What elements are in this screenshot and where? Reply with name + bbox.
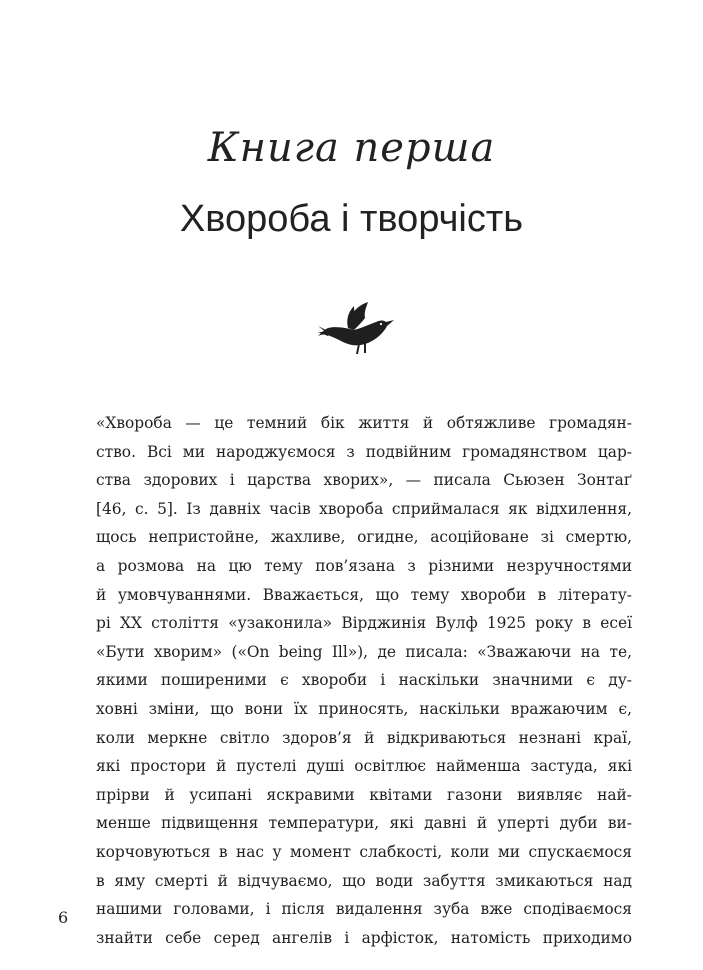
text-line: які простори й пустелі душі освітлює найменша застуда, які (96, 757, 632, 776)
text-line: й умовчуваннями. Вважається, що тему хвороби в літерату- (96, 585, 632, 604)
text-line: [46, с. 5]. Із давніх часів хвороба сприймалася як відхилення, (96, 499, 632, 518)
page-number: 6 (58, 908, 69, 927)
text-line: менше підвищення температури, які давні й уперті дуби ви- (96, 814, 632, 833)
text-line: ства здорових і царства хворих», — писала Сьюзен Зонтаґ (96, 471, 632, 490)
text-line: «Бути хворим» («On being Ill»), де писала: «Зважаючи на те, (96, 642, 632, 661)
text-line: ство. Всі ми народжуємося з подвійним громадянством цар- (96, 442, 632, 461)
text-line: знайти себе серед ангелів і арфісток, натомість приходимо (96, 928, 632, 947)
text-line: щось непристойне, жахливе, огидне, асоційоване зі смертю, (96, 528, 632, 547)
text-line: нашими головами, і після видалення зуба вже сподіваємося (96, 900, 632, 919)
book-label: Книга перша (207, 125, 496, 171)
text-line: ховні зміни, що вони їх приносять, наскільки вражаючим є, (96, 699, 632, 718)
text-line: якими поширеними є хвороби і наскільки значними є ду- (96, 671, 632, 690)
chapter-title: Хвороба і творчість (179, 198, 524, 240)
text-line: «Хвороба — це темний бік життя й обтяжливе громадян- (96, 414, 632, 432)
text-line: а розмова на цю тему пов’язана з різними незручностями (96, 556, 632, 575)
text-line: рі XX століття «узаконила» Вірджинія Вулф 1925 року в есеї (96, 614, 632, 633)
text-line: коли меркне світло здоров’я й відкриваються незнані краї, (96, 728, 632, 747)
bird-icon (318, 298, 394, 358)
text-line: в яму смерті й відчуваємо, що води забуття змикаються над (96, 871, 632, 890)
body-paragraph (96, 409, 632, 952)
text-line: корчовуються в нас у момент слабкості, коли ми спускаємося (96, 842, 632, 861)
text-line: прірви й усипані яскравими квітами газони виявляє най- (96, 785, 632, 804)
